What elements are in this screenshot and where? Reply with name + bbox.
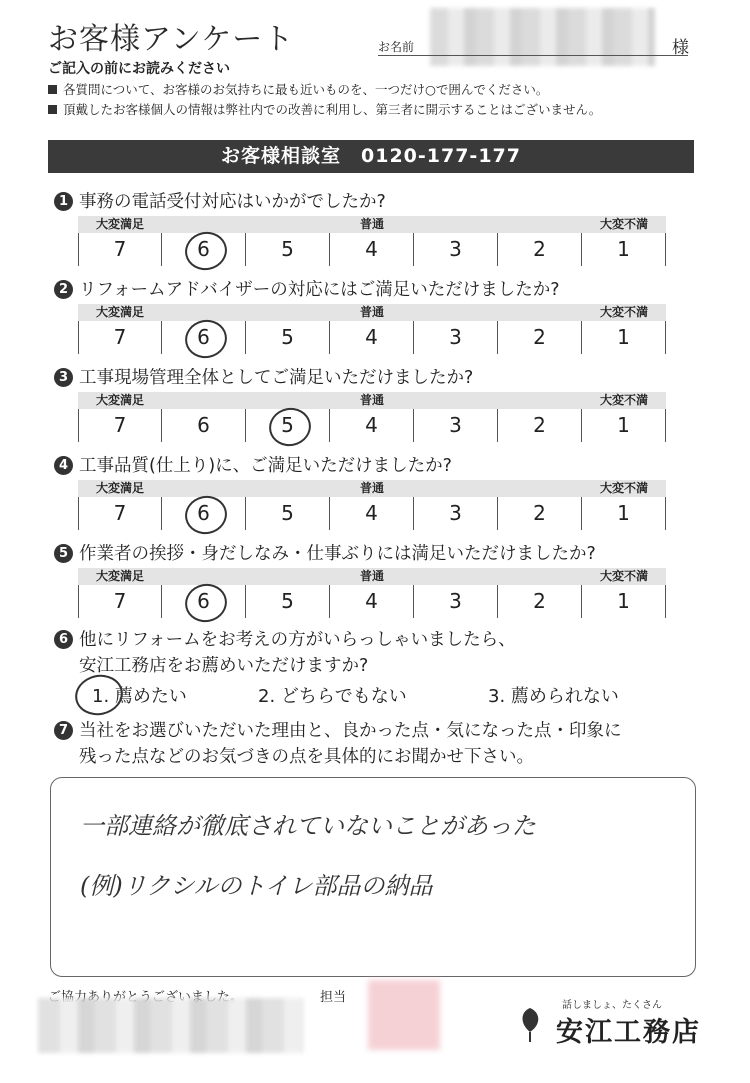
question-number-badge: 6	[54, 630, 73, 649]
rating-option[interactable]: 6	[162, 233, 246, 266]
scale-label-low: 大変不満	[599, 393, 648, 407]
question-number-badge: 1	[54, 192, 73, 211]
q6-option-1[interactable]: 1. 薦めたい	[92, 686, 187, 707]
survey-title: お客様アンケート	[48, 22, 295, 57]
rating-scale	[78, 480, 666, 530]
scale-label-mid: 普通	[359, 481, 384, 495]
rating-scale	[78, 304, 666, 354]
scale-label-high: 大変満足	[95, 569, 144, 583]
rating-option[interactable]: 4	[330, 585, 414, 618]
scale-label-low: 大変不満	[599, 305, 648, 319]
question-6-line2: 安江工務店をお薦めいただけますか?	[79, 656, 369, 676]
square-bullet-icon	[48, 85, 57, 94]
q6-selection-circle	[71, 670, 126, 719]
company-name: 安江工務店	[556, 1017, 701, 1048]
question-4: 4 工事品質(仕上り)に、ご満足いただけましたか?	[54, 452, 452, 477]
rating-option[interactable]: 4	[330, 409, 414, 442]
scale-label-mid: 普通	[359, 217, 384, 231]
redacted-stamp	[368, 980, 440, 1050]
note-line: 各質問について、お客様のお気持ちに最も近いものを、一つだけ○で囲んでください。	[48, 80, 548, 98]
question-number-badge: 5	[54, 544, 73, 563]
rating-scale	[78, 568, 666, 618]
question-number-badge: 4	[54, 456, 73, 475]
rating-scale	[78, 392, 666, 442]
handwritten-answer-line: 一部連絡が徹底されていないことがあった	[80, 812, 536, 840]
leaf-logo-icon	[512, 1004, 548, 1044]
scale-label-low: 大変不満	[599, 569, 648, 583]
note-line: 頂戴したお客様個人の情報は弊社内での改善に利用し、第三者に開示することはございません。	[48, 100, 601, 118]
question-7-line2: 残った点などのお気づきの点を具体的にお聞かせ下さい。	[79, 747, 534, 767]
rating-option[interactable]: 3	[414, 585, 498, 618]
scale-label-high: 大変満足	[95, 393, 144, 407]
notes-heading: ご記入の前にお読みください	[48, 61, 230, 77]
question-5: 5 作業者の挨拶・身だしなみ・仕事ぶりには満足いただけましたか?	[54, 540, 596, 565]
rating-option[interactable]: 7	[78, 233, 162, 266]
scale-label-high: 大変満足	[95, 481, 144, 495]
representative-label: 担当	[320, 990, 347, 1005]
question-2: 2 リフォームアドバイザーの対応にはご満足いただけましたか?	[54, 276, 560, 301]
question-number-badge: 7	[54, 721, 73, 740]
question-3: 3 工事現場管理全体としてご満足いただけましたか?	[54, 364, 473, 389]
rating-option[interactable]: 3	[414, 409, 498, 442]
rating-option[interactable]: 1	[582, 585, 666, 618]
rating-option[interactable]: 2	[498, 409, 582, 442]
q6-option-3[interactable]: 3. 薦められない	[488, 686, 619, 707]
name-suffix: 様	[672, 38, 689, 58]
redacted-address	[38, 998, 303, 1053]
rating-option[interactable]: 4	[330, 497, 414, 530]
rating-option[interactable]: 2	[498, 321, 582, 354]
rating-option[interactable]: 2	[498, 585, 582, 618]
scale-label-mid: 普通	[359, 305, 384, 319]
question-6: 6 他にリフォームをお考えの方がいらっしゃいましたら、	[54, 626, 516, 651]
question-7: 7 当社をお選びいただいた理由と、良かった点・気になった点・印象に	[54, 717, 622, 742]
rating-option[interactable]: 6	[162, 321, 246, 354]
rating-option[interactable]: 5	[246, 321, 330, 354]
rating-option[interactable]: 3	[414, 321, 498, 354]
scale-label-mid: 普通	[359, 569, 384, 583]
rating-scale	[78, 216, 666, 266]
scale-label-mid: 普通	[359, 393, 384, 407]
rating-option[interactable]: 7	[78, 409, 162, 442]
company-tagline: 話しましょ、たくさん	[562, 1000, 662, 1011]
rating-option[interactable]: 5	[246, 409, 330, 442]
square-bullet-icon	[48, 105, 57, 114]
redacted-name	[430, 8, 655, 66]
question-1: 1 事務の電話受付対応はいかがでしたか?	[54, 188, 386, 213]
rating-option[interactable]: 7	[78, 321, 162, 354]
rating-option[interactable]: 1	[582, 321, 666, 354]
scale-label-high: 大変満足	[95, 305, 144, 319]
scale-label-low: 大変不満	[599, 217, 648, 231]
rating-option[interactable]: 6	[162, 497, 246, 530]
rating-option[interactable]: 4	[330, 233, 414, 266]
rating-option[interactable]: 5	[246, 497, 330, 530]
rating-option[interactable]: 1	[582, 497, 666, 530]
rating-option[interactable]: 6	[162, 409, 246, 442]
hotline-bar: お客様相談室 0120-177-177	[48, 140, 694, 173]
rating-option[interactable]: 7	[78, 585, 162, 618]
name-label: お名前	[378, 40, 415, 54]
rating-option[interactable]: 7	[78, 497, 162, 530]
rating-option[interactable]: 1	[582, 409, 666, 442]
rating-option[interactable]: 2	[498, 233, 582, 266]
rating-option[interactable]: 3	[414, 497, 498, 530]
question-number-badge: 2	[54, 280, 73, 299]
handwritten-answer-line: (例)リクシルのトイレ部品の納品	[80, 872, 433, 900]
scale-label-low: 大変不満	[599, 481, 648, 495]
rating-option[interactable]: 5	[246, 585, 330, 618]
name-field-line[interactable]	[378, 55, 688, 56]
rating-option[interactable]: 5	[246, 233, 330, 266]
question-number-badge: 3	[54, 368, 73, 387]
scale-label-high: 大変満足	[95, 217, 144, 231]
rating-option[interactable]: 4	[330, 321, 414, 354]
rating-option[interactable]: 1	[582, 233, 666, 266]
rating-option[interactable]: 2	[498, 497, 582, 530]
rating-option[interactable]: 6	[162, 585, 246, 618]
rating-option[interactable]: 3	[414, 233, 498, 266]
q6-option-2[interactable]: 2. どちらでもない	[258, 686, 407, 707]
